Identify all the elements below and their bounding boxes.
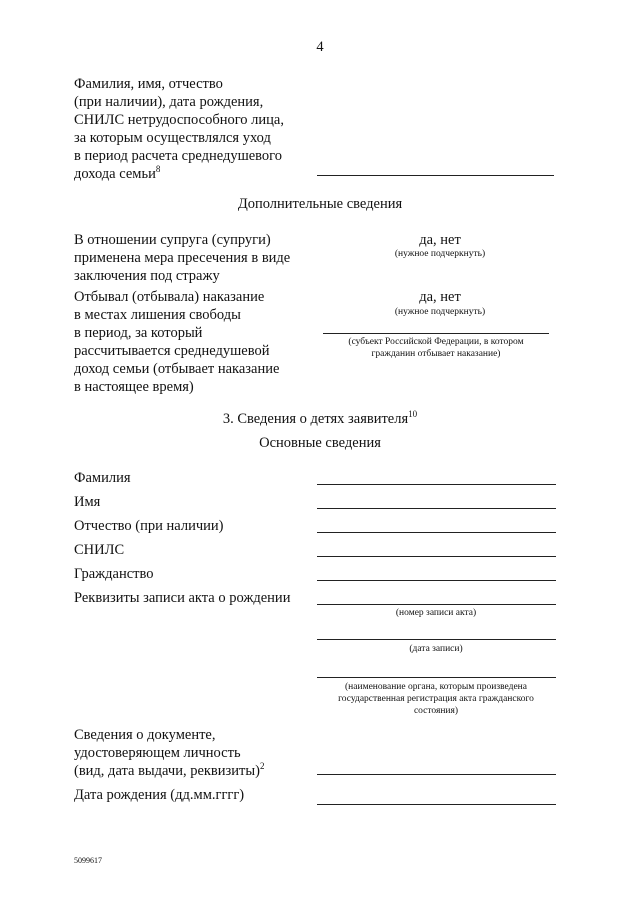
citizenship-field[interactable] xyxy=(317,580,556,581)
birth-record-number-field[interactable] xyxy=(317,604,556,605)
children-title xyxy=(160,410,480,428)
spouse-prison-options[interactable]: да, нет xyxy=(419,289,461,305)
snils-field[interactable] xyxy=(317,556,556,557)
identity-doc-field[interactable] xyxy=(317,774,556,775)
birth-record-authority-field[interactable] xyxy=(317,677,556,678)
record-date-hint: (дата записи) xyxy=(409,644,463,654)
prison-subject-field[interactable] xyxy=(323,333,549,334)
page-number: 4 xyxy=(316,39,324,55)
children-title-text: 3. Сведения о детях заявителя xyxy=(222,411,409,427)
additional-title: Дополнительные сведения xyxy=(237,196,403,212)
spouse-custody-options[interactable]: да, нет xyxy=(419,232,461,248)
spouse-custody-label: В отношении супруга (супруги) применена мера пресечения в виде заключения под стражу xyxy=(74,232,291,284)
children-subtitle: Основные сведения xyxy=(259,435,381,451)
surname-label: Фамилия xyxy=(74,470,131,486)
identity-doc-label-text: Сведения о документе, удостоверяющем личность (вид, дата выдачи, реквизиты) xyxy=(74,727,260,779)
authority-hint: (наименование органа, которым произведена государственная регистрация акта гражданского состояния) xyxy=(338,682,534,716)
birth-record-label: Реквизиты записи акта о рождении xyxy=(74,590,291,606)
patronymic-label: Отчество (при наличии) xyxy=(74,518,224,534)
spouse-prison-label: Отбывал (отбывала) наказание в местах лишения свободы в период, за который рассчитывается среднедушевой доход семьи (отбывает наказание в настоящее время) xyxy=(74,289,280,395)
record-number-hint: (номер записи акта) xyxy=(395,608,477,618)
surname-field[interactable] xyxy=(317,484,556,485)
identity-doc-footnote: 2 xyxy=(259,761,265,772)
caretaker-label xyxy=(74,75,314,183)
citizenship-label: Гражданство xyxy=(74,566,154,582)
doc-code: 5099617 xyxy=(74,856,102,865)
identity-doc-label xyxy=(74,726,314,780)
caretaker-label-text: Фамилия, имя, отчество (при наличии), дата рождения, СНИЛС нетрудоспособного лица, за которым осуществлялся уход в период расчета среднедушевого дохода семьи xyxy=(74,76,284,182)
prison-subject-hint: (субъект Российской Федерации, в котором гражданин отбывает наказание) xyxy=(348,337,524,359)
patronymic-field[interactable] xyxy=(317,532,556,533)
birth-record-date-field[interactable] xyxy=(317,639,556,640)
caretaker-footnote: 8 xyxy=(155,164,161,175)
caretaker-field[interactable] xyxy=(317,175,554,176)
name-label: Имя xyxy=(74,494,101,510)
children-title-footnote: 10 xyxy=(408,409,418,420)
name-field[interactable] xyxy=(317,508,556,509)
snils-label: СНИЛС xyxy=(74,542,125,558)
spouse-custody-hint: (нужное подчеркнуть) xyxy=(394,249,486,259)
birth-date-label: Дата рождения (дд.мм.гггг) xyxy=(74,787,245,803)
spouse-prison-hint: (нужное подчеркнуть) xyxy=(394,307,486,317)
birth-date-field[interactable] xyxy=(317,804,556,805)
